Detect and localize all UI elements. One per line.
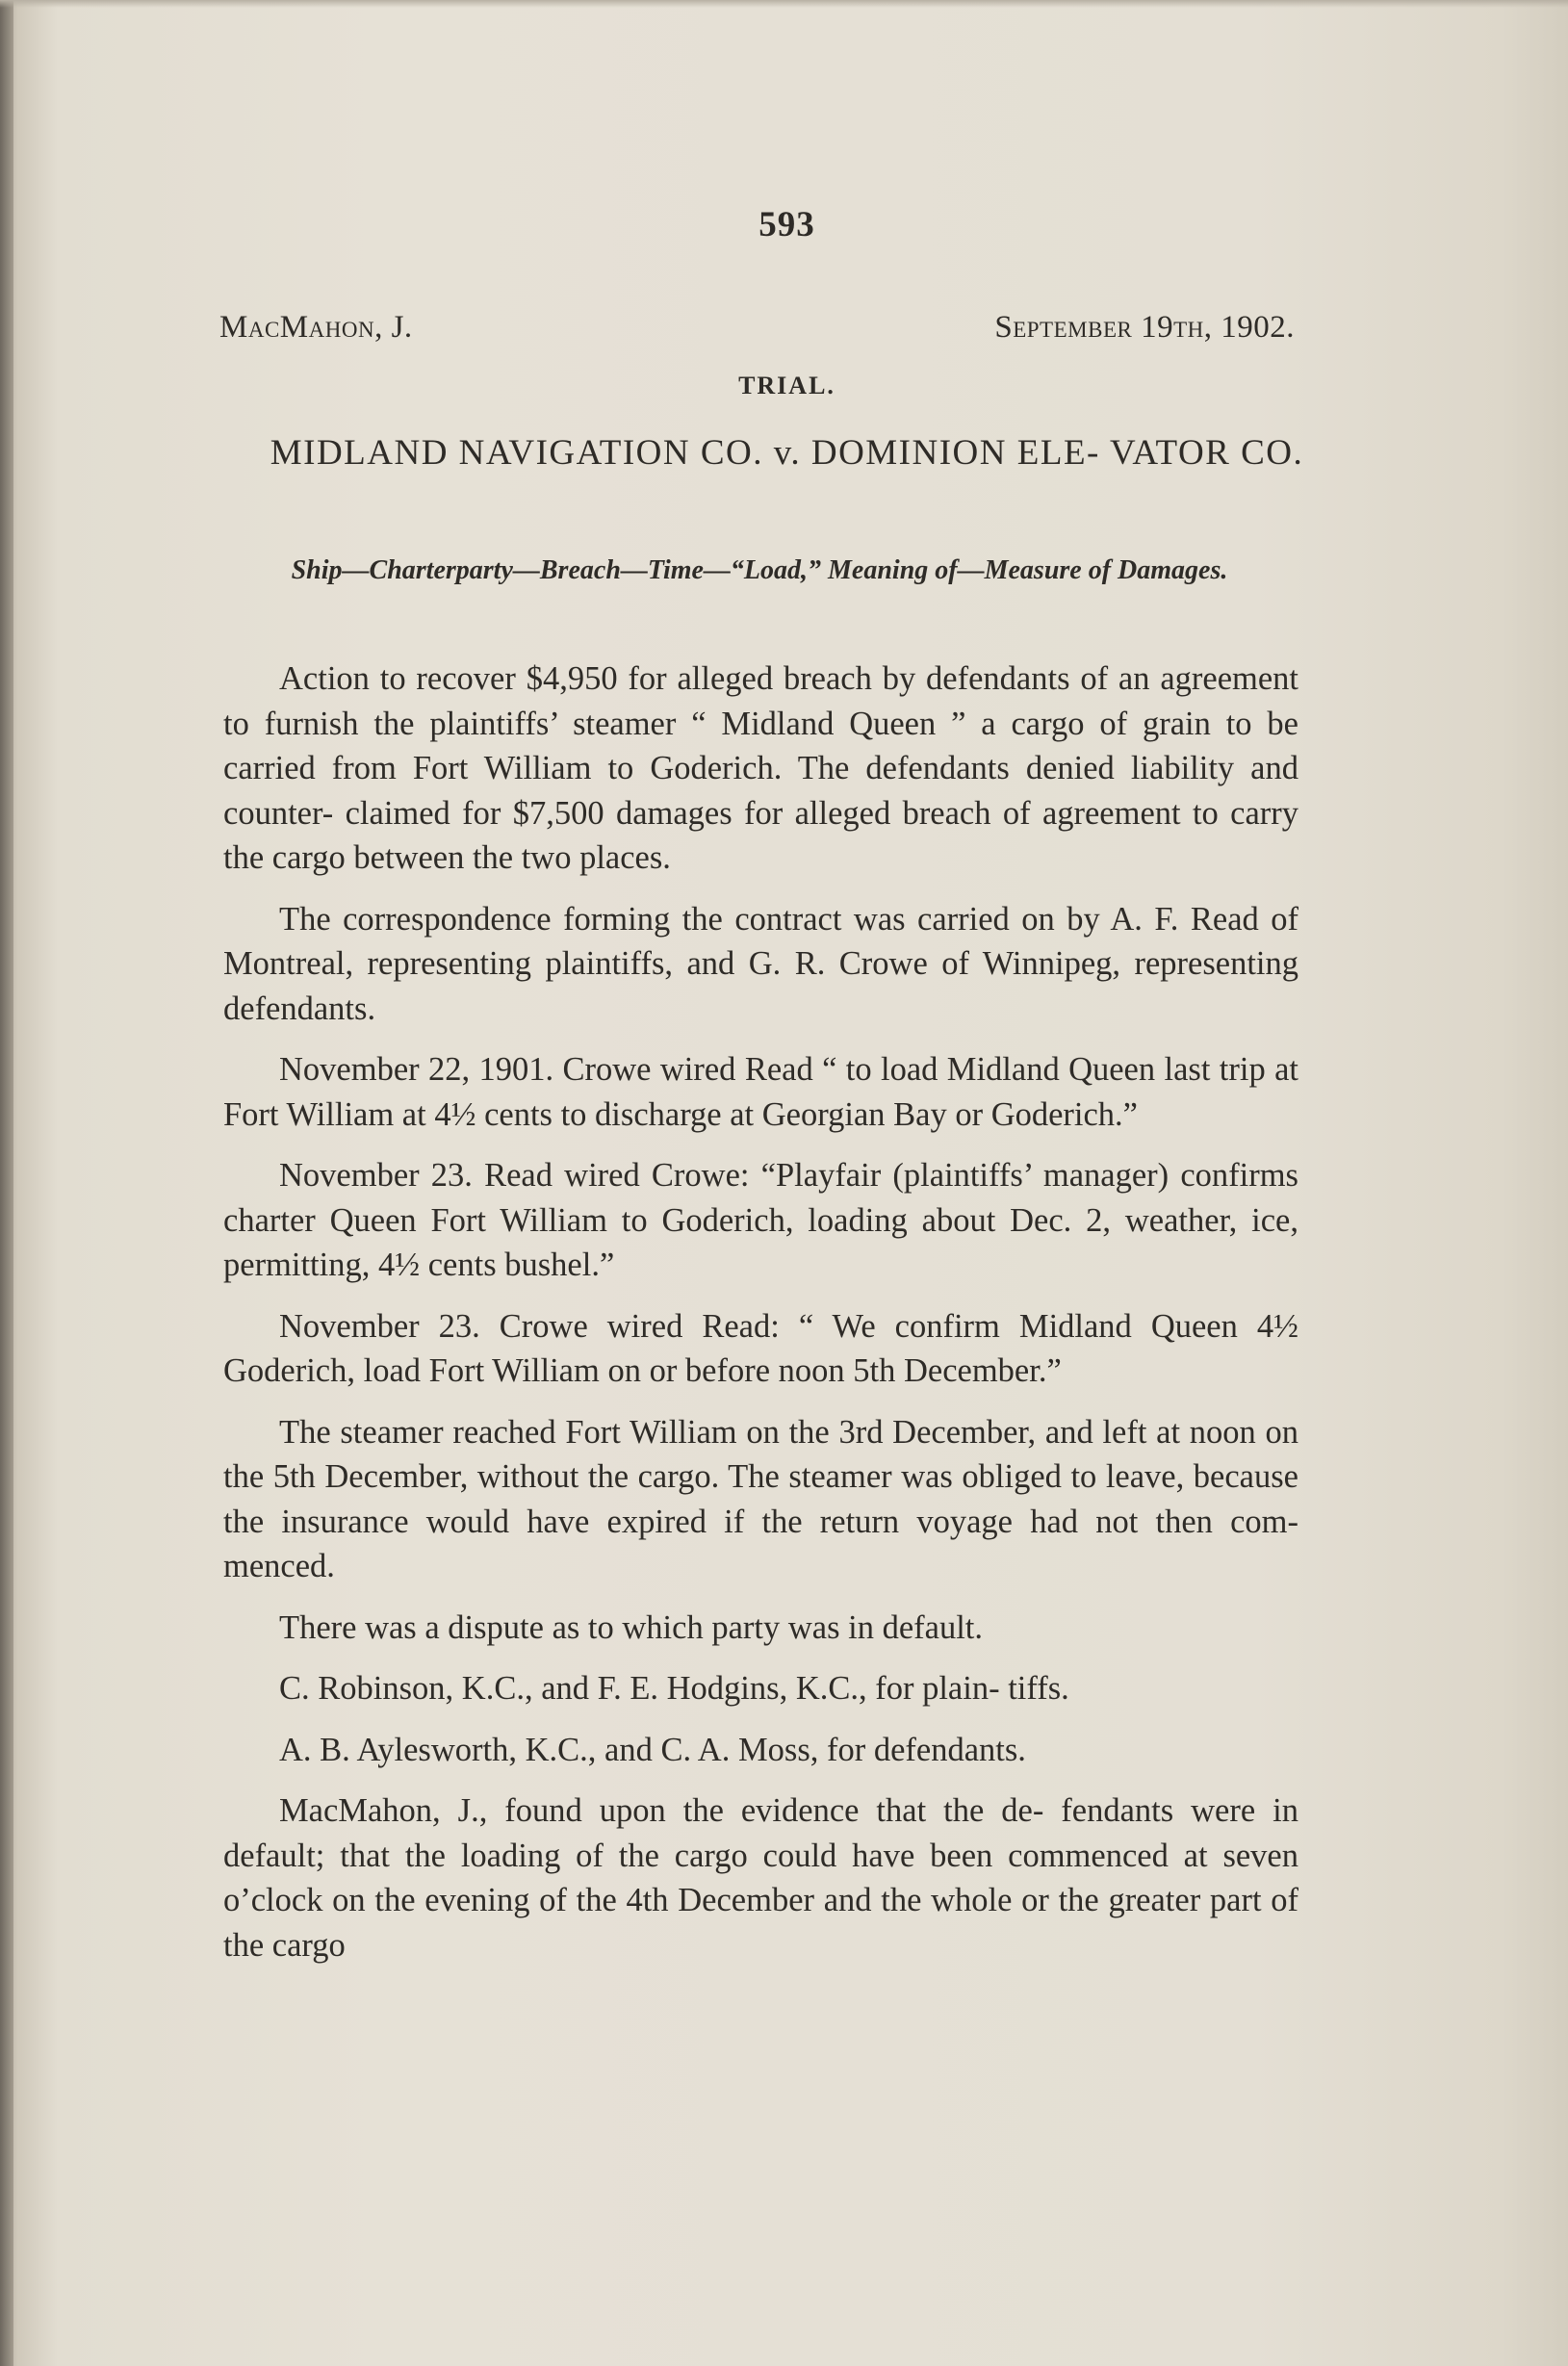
judgment-date: September 19th, 1902. bbox=[994, 310, 1295, 345]
page-top-edge bbox=[0, 0, 1568, 8]
paragraph-correspondence: The correspondence forming the contract was carried on by A. F. Read of Montreal, representing plaintiffs, and G. R. Crowe of Winnipeg, representing defendants. bbox=[223, 900, 1298, 1027]
paragraph-nov-23-read: November 23. Read wired Crowe: “Playfair (plaintiffs’ manager) confirms charter Queen Fort William to Goderich, loading about Dec. 2, weather, ice, permitting, 4½ cents bushel.” bbox=[223, 1157, 1298, 1283]
paragraph-dispute: There was a dispute as to which party was in default. bbox=[279, 1608, 983, 1646]
case-title: MIDLAND NAVIGATION CO. v. DOMINION ELE- VATOR CO. bbox=[270, 433, 1304, 473]
section-label: TRIAL. bbox=[738, 372, 835, 399]
paragraph-steamer: The steamer reached Fort William on the 3rd December, and left at noon on the 5th December, without the cargo. The steamer was obliged to leave, because the insurance would have expired if the return voyage had not then com- menced. bbox=[223, 1413, 1298, 1584]
book-spine-shadow bbox=[0, 0, 13, 2366]
paragraph-counsel-defendants: A. B. Aylesworth, K.C., and C. A. Moss, for defendants. bbox=[279, 1731, 1026, 1768]
running-header bbox=[219, 310, 1295, 346]
paragraph-action: Action to recover $4,950 for alleged breach by defendants of an agreement to furnish the plaintiffs’ steamer “ Midland Queen ” a cargo of grain to be carried from Fort William to Goderich. The defendants denied liability and counter- claimed for $7,500 damages for alleged breach of agreement to carry the cargo between the two places. bbox=[223, 660, 1298, 876]
judge-name: MacMahon, J. bbox=[219, 310, 413, 345]
paragraph-counsel-plaintiffs: C. Robinson, K.C., and F. E. Hodgins, K.C., for plain- tiffs. bbox=[279, 1670, 1069, 1707]
headnote: Ship—Charterparty—Breach—Time—“Load,” Meaning of—Measure of Damages. bbox=[291, 555, 1228, 585]
paragraph-judgment: MacMahon, J., found upon the evidence that the de- fendants were in default; that the loading of the cargo could have been commenced at seven o’clock on the evening of the 4th December and the whole or the greater part of the cargo bbox=[223, 1792, 1298, 1964]
body-text bbox=[223, 656, 1298, 1984]
paragraph-nov-23-crowe: November 23. Crowe wired Read: “ We confirm Midland Queen 4½ Goderich, load Fort William on or before noon 5th December.” bbox=[223, 1307, 1298, 1389]
page-number: 593 bbox=[758, 205, 815, 244]
paragraph-nov-22: November 22, 1901. Crowe wired Read “ to load Midland Queen last trip at Fort William at 4½ cents to discharge at Georgian Bay or Goderich.” bbox=[223, 1051, 1298, 1133]
